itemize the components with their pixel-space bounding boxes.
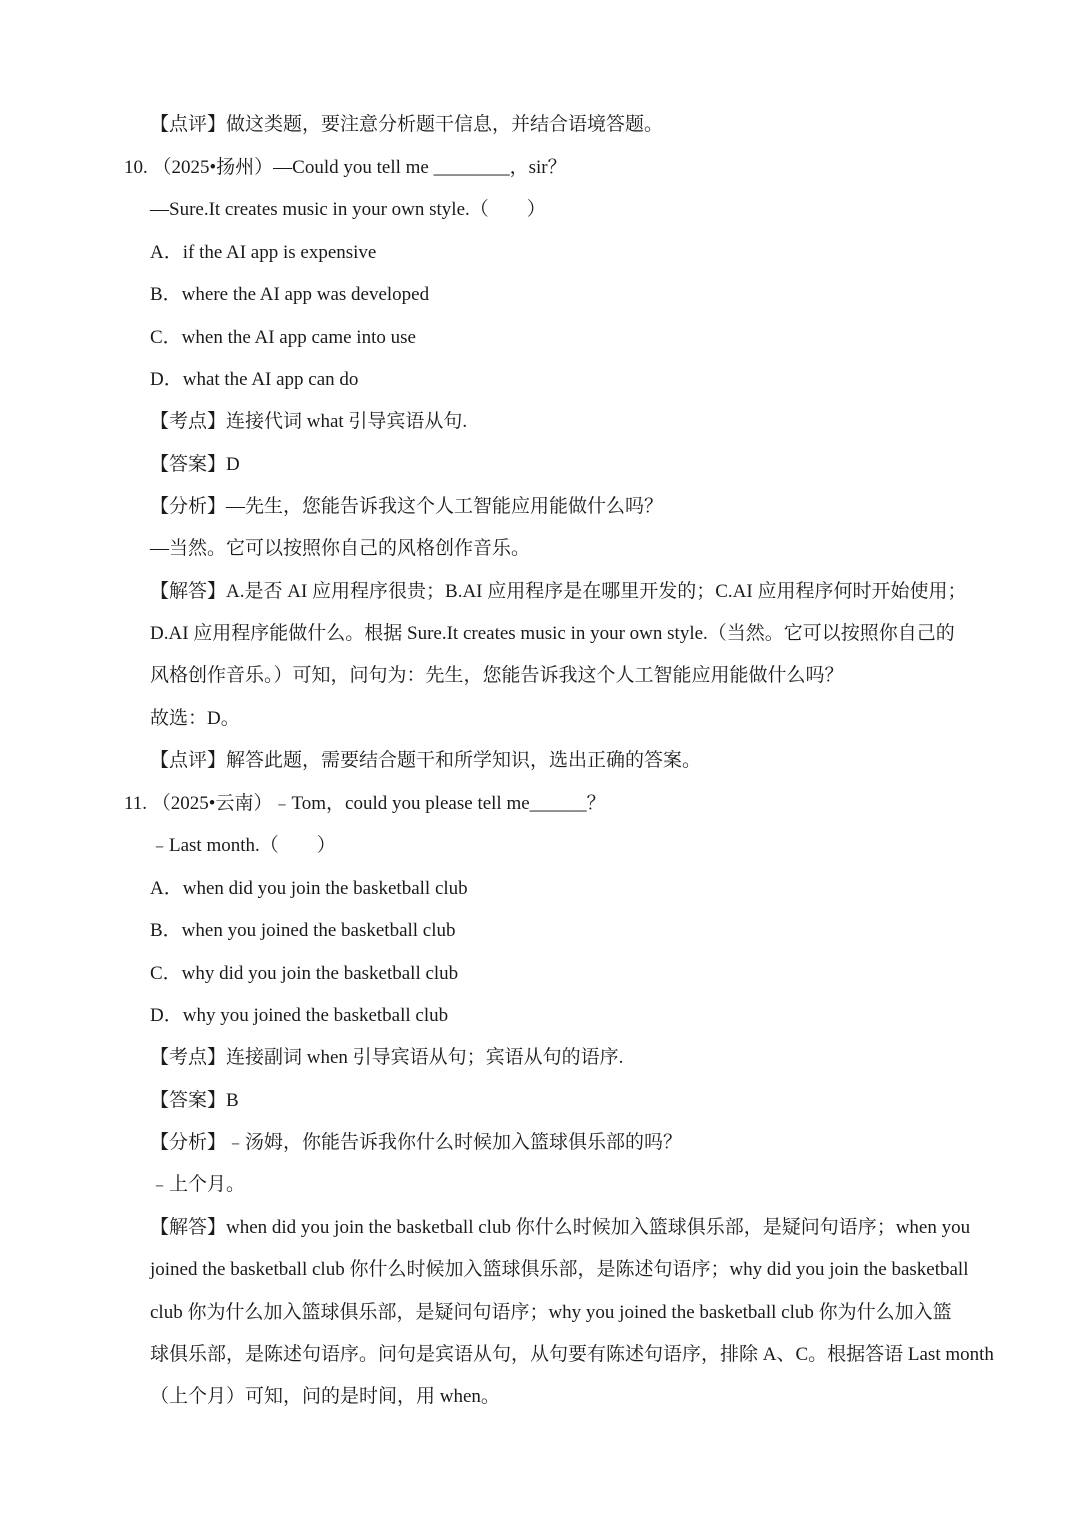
q10-comment: 【点评】解答此题，需要结合题干和所学知识，选出正确的答案。 (150, 750, 702, 771)
q11-analysis-1: 【分析】﹣汤姆，你能告诉我你什么时候加入篮球俱乐部的吗？ (150, 1132, 683, 1153)
q11-stem: 11. （2025•云南）﹣Tom，could you please tell me______？ (124, 793, 606, 814)
q10-solution-2: D.AI 应用程序能做什么。根据 Sure.It creates music in your own style.（当然。它可以按照你自己的 (150, 623, 955, 644)
q11-option-a: A．when did you join the basketball club (150, 878, 468, 899)
q11-option-d: D．why you joined the basketball club (150, 1005, 449, 1026)
q11-reply: ﹣Last month.（ ） (150, 835, 336, 856)
q11-solution-4: 球俱乐部，是陈述句语序。问句是宾语从句，从句要有陈述句语序，排除 A、C。根据答语 Last month (150, 1344, 994, 1365)
q10-solution-1: 【解答】A.是否 AI 应用程序很贵；B.AI 应用程序是在哪里开发的；C.AI 应用程序何时开始使用； (150, 581, 967, 602)
q10-point: 【考点】连接代词 what 引导宾语从句. (150, 411, 468, 432)
q11-analysis-2: ﹣上个月。 (150, 1174, 246, 1195)
q10-stem: 10. （2025•扬州）—Could you tell me ________，sir？ (124, 157, 567, 178)
q10-reply: —Sure.It creates music in your own style.（ ） (150, 199, 546, 220)
q11-point: 【考点】连接副词 when 引导宾语从句；宾语从句的语序. (150, 1047, 624, 1068)
q11-solution-1: 【解答】when did you join the basketball club 你什么时候加入篮球俱乐部，是疑问句语序；when you (150, 1217, 971, 1238)
q11-option-c: C．why did you join the basketball club (150, 963, 459, 984)
q10-option-a: A．if the AI app is expensive (150, 242, 377, 263)
q10-choice: 故选：D。 (150, 708, 240, 729)
prev-comment: 【点评】做这类题，要注意分析题干信息，并结合语境答题。 (150, 114, 664, 135)
q10-solution-3: 风格创作音乐。）可知，问句为：先生，您能告诉我这个人工智能应用能做什么吗？ (150, 665, 844, 686)
q11-solution-2: joined the basketball club 你什么时候加入篮球俱乐部，是陈述句语序；why did you join the basketball (150, 1259, 969, 1280)
q10-option-c: C．when the AI app came into use (150, 327, 416, 348)
q10-option-d: D．what the AI app can do (150, 369, 359, 390)
q11-answer: 【答案】B (150, 1090, 239, 1111)
q11-solution-3: club 你为什么加入篮球俱乐部，是疑问句语序；why you joined the basketball club 你为什么加入篮 (150, 1302, 952, 1323)
q11-solution-5: （上个月）可知，问的是时间，用 when。 (150, 1386, 500, 1407)
q10-answer: 【答案】D (150, 454, 240, 475)
q11-option-b: B．when you joined the basketball club (150, 920, 456, 941)
q10-analysis-1: 【分析】—先生，您能告诉我这个人工智能应用能做什么吗？ (150, 496, 664, 517)
q10-analysis-2: —当然。它可以按照你自己的风格创作音乐。 (150, 538, 531, 559)
q10-option-b: B．where the AI app was developed (150, 284, 430, 305)
